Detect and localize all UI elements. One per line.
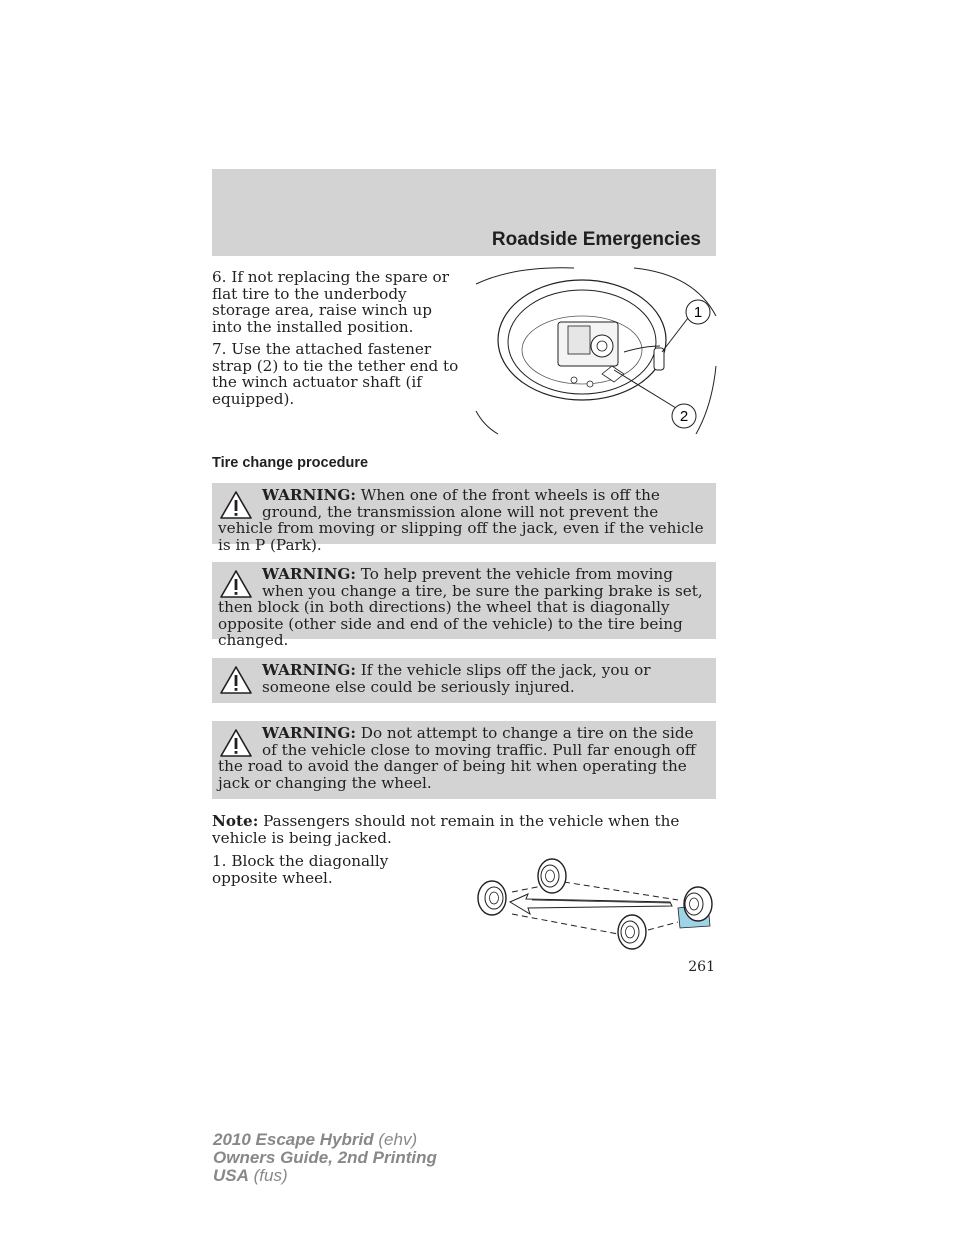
wheel-icon bbox=[684, 887, 712, 921]
warning-text: When one of the front wheels is off the ground, the transmission alone will not prevent the vehicle from moving or slipping off the jack, even if the vehicle is in P (Park). bbox=[218, 486, 704, 554]
note-label: Note: bbox=[212, 812, 259, 830]
footer-publication-info bbox=[213, 1131, 437, 1185]
warning-label: WARNING: bbox=[262, 486, 356, 504]
warning-text: To help prevent the vehicle from moving when you change a tire, be sure the parking brake is set, then block (in both directions) the wheel that is diagonally opposite (other side and end of the vehicle) to the tire being changed. bbox=[218, 565, 703, 649]
wheel-block-illustration bbox=[472, 856, 718, 952]
warning-text: Do not attempt to change a tire on the side of the vehicle close to moving traffic. Pull far enough off the road to avoid the danger of being hit when operating the jack or changing the wheel. bbox=[218, 724, 696, 792]
warning-triangle-icon bbox=[219, 490, 253, 520]
warning-label: WARNING: bbox=[262, 724, 356, 742]
warning-label: WARNING: bbox=[262, 661, 356, 679]
step-6-text: 6. If not replacing the spare or flat tire to the underbody storage area, raise winch up into the installed position. bbox=[212, 268, 449, 336]
note-paragraph bbox=[212, 813, 716, 846]
warning-box bbox=[212, 721, 716, 799]
warning-triangle-icon bbox=[219, 665, 253, 695]
warning-label: WARNING: bbox=[262, 565, 356, 583]
warning-text: If the vehicle slips off the jack, you or someone else could be seriously injured. bbox=[262, 661, 651, 696]
warning-triangle-icon bbox=[219, 569, 253, 599]
page-number: 261 bbox=[688, 959, 715, 975]
footer-edition: Owners Guide, 2nd Printing bbox=[213, 1148, 437, 1167]
step-1-text: 1. Block the diagonally opposite wheel. bbox=[212, 852, 389, 887]
subheading-tire-change: Tire change procedure bbox=[212, 455, 369, 471]
callout-2-label: 2 bbox=[679, 408, 689, 425]
footer-model-code: (ehv) bbox=[378, 1130, 418, 1149]
warning-box bbox=[212, 562, 716, 649]
footer-market: USA bbox=[213, 1166, 249, 1185]
step-7-text: 7. Use the attached fastener strap (2) to tie the tether end to the winch actuator shaft (if equipped). bbox=[212, 340, 459, 408]
section-title: Roadside Emergencies bbox=[491, 229, 701, 250]
footer-market-code: (fus) bbox=[253, 1166, 288, 1185]
note-text: Passengers should not remain in the vehicle when the vehicle is being jacked. bbox=[212, 812, 680, 847]
spare-tire-winch-illustration bbox=[474, 266, 718, 436]
warning-triangle-icon bbox=[219, 728, 253, 758]
wheel-icon bbox=[618, 915, 646, 949]
wheel-icon bbox=[538, 859, 566, 893]
warning-box bbox=[212, 658, 716, 703]
wheel-icon bbox=[478, 881, 506, 915]
callout-1-label: 1 bbox=[693, 304, 703, 321]
warning-box bbox=[212, 483, 716, 554]
section-header-band bbox=[212, 169, 716, 256]
footer-model: 2010 Escape Hybrid bbox=[213, 1130, 374, 1149]
